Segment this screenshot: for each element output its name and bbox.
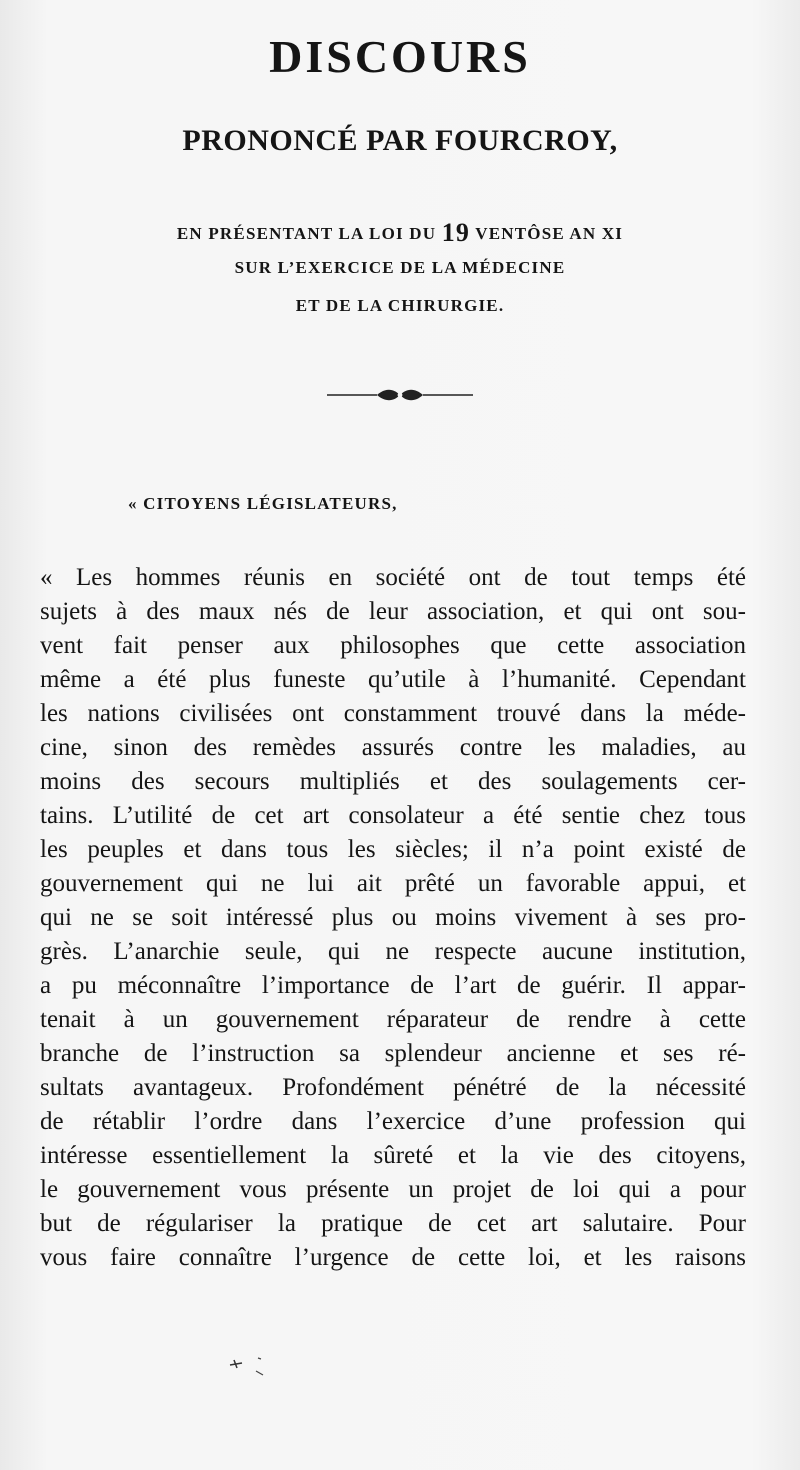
body-line: « Les hommes réunis en société ont de tout temps été — [40, 564, 746, 591]
body-line: tenait à un gouvernement réparateur de rendre à cette — [40, 1006, 746, 1033]
page-subtitle: PRONONCÉ PAR FOURCROY, — [182, 124, 618, 157]
body-line: les nations civilisées ont constamment trouvé dans la méde- — [40, 700, 746, 727]
body-paragraph — [40, 561, 746, 1275]
body-line: sultats avantageux. Profondément pénétré de la nécessité — [40, 1074, 746, 1101]
body-line: sujets à des maux nés de leur association, et qui ont sou- — [40, 598, 746, 625]
decorative-rule-icon — [327, 385, 473, 405]
ink-smudge-icon — [228, 1355, 268, 1379]
body-line: cine, sinon des remèdes assurés contre les maladies, au — [40, 734, 746, 761]
body-line: vent fait penser aux philosophes que cette association — [40, 632, 746, 659]
body-line: vous faire connaître l’urgence de cette loi, et les raisons — [40, 1244, 746, 1271]
body-line: le gouvernement vous présente un projet de loi qui a pour — [40, 1176, 746, 1203]
body-line: moins des secours multipliés et des soulagements cer- — [40, 768, 746, 795]
body-line: gouvernement qui ne lui ait prêté un favorable appui, et — [40, 870, 746, 897]
body-line: grès. L’anarchie seule, qui ne respecte aucune institution, — [40, 938, 746, 965]
body-line: but de régulariser la pratique de cet art salutaire. Pour — [40, 1210, 746, 1237]
heading-line-1 — [0, 218, 800, 248]
body-line: a pu méconnaître l’importance de l’art de guérir. Il appar- — [40, 972, 746, 999]
salutation: « CITOYENS LÉGISLATEURS, — [128, 494, 398, 513]
body-line: même a été plus funeste qu’utile à l’humanité. Cependant — [40, 666, 746, 693]
body-line: les peuples et dans tous les siècles; il n’a point existé de — [40, 836, 746, 863]
heading-date-number: 19 — [441, 218, 471, 247]
body-line: de rétablir l’ordre dans l’exercice d’une profession qui — [40, 1108, 746, 1135]
page-title: DISCOURS — [269, 31, 531, 82]
body-line: branche de l’instruction sa splendeur ancienne et ses ré- — [40, 1040, 746, 1067]
body-line: tains. L’utilité de cet art consolateur a été sentie chez tous — [40, 802, 746, 829]
heading-line-3: ET DE LA CHIRURGIE. — [295, 296, 505, 315]
heading-line-1-end: VENTÔSE AN XI — [475, 224, 624, 243]
body-line: intéresse essentiellement la sûreté et la vie des citoyens, — [40, 1142, 746, 1169]
body-line: qui ne se soit intéressé plus ou moins vivement à ses pro- — [40, 904, 746, 931]
heading-line-2: SUR L’EXERCICE DE LA MÉDECINE — [234, 258, 566, 277]
heading-line-1-start: EN PRÉSENTANT LA LOI DU — [176, 224, 437, 243]
